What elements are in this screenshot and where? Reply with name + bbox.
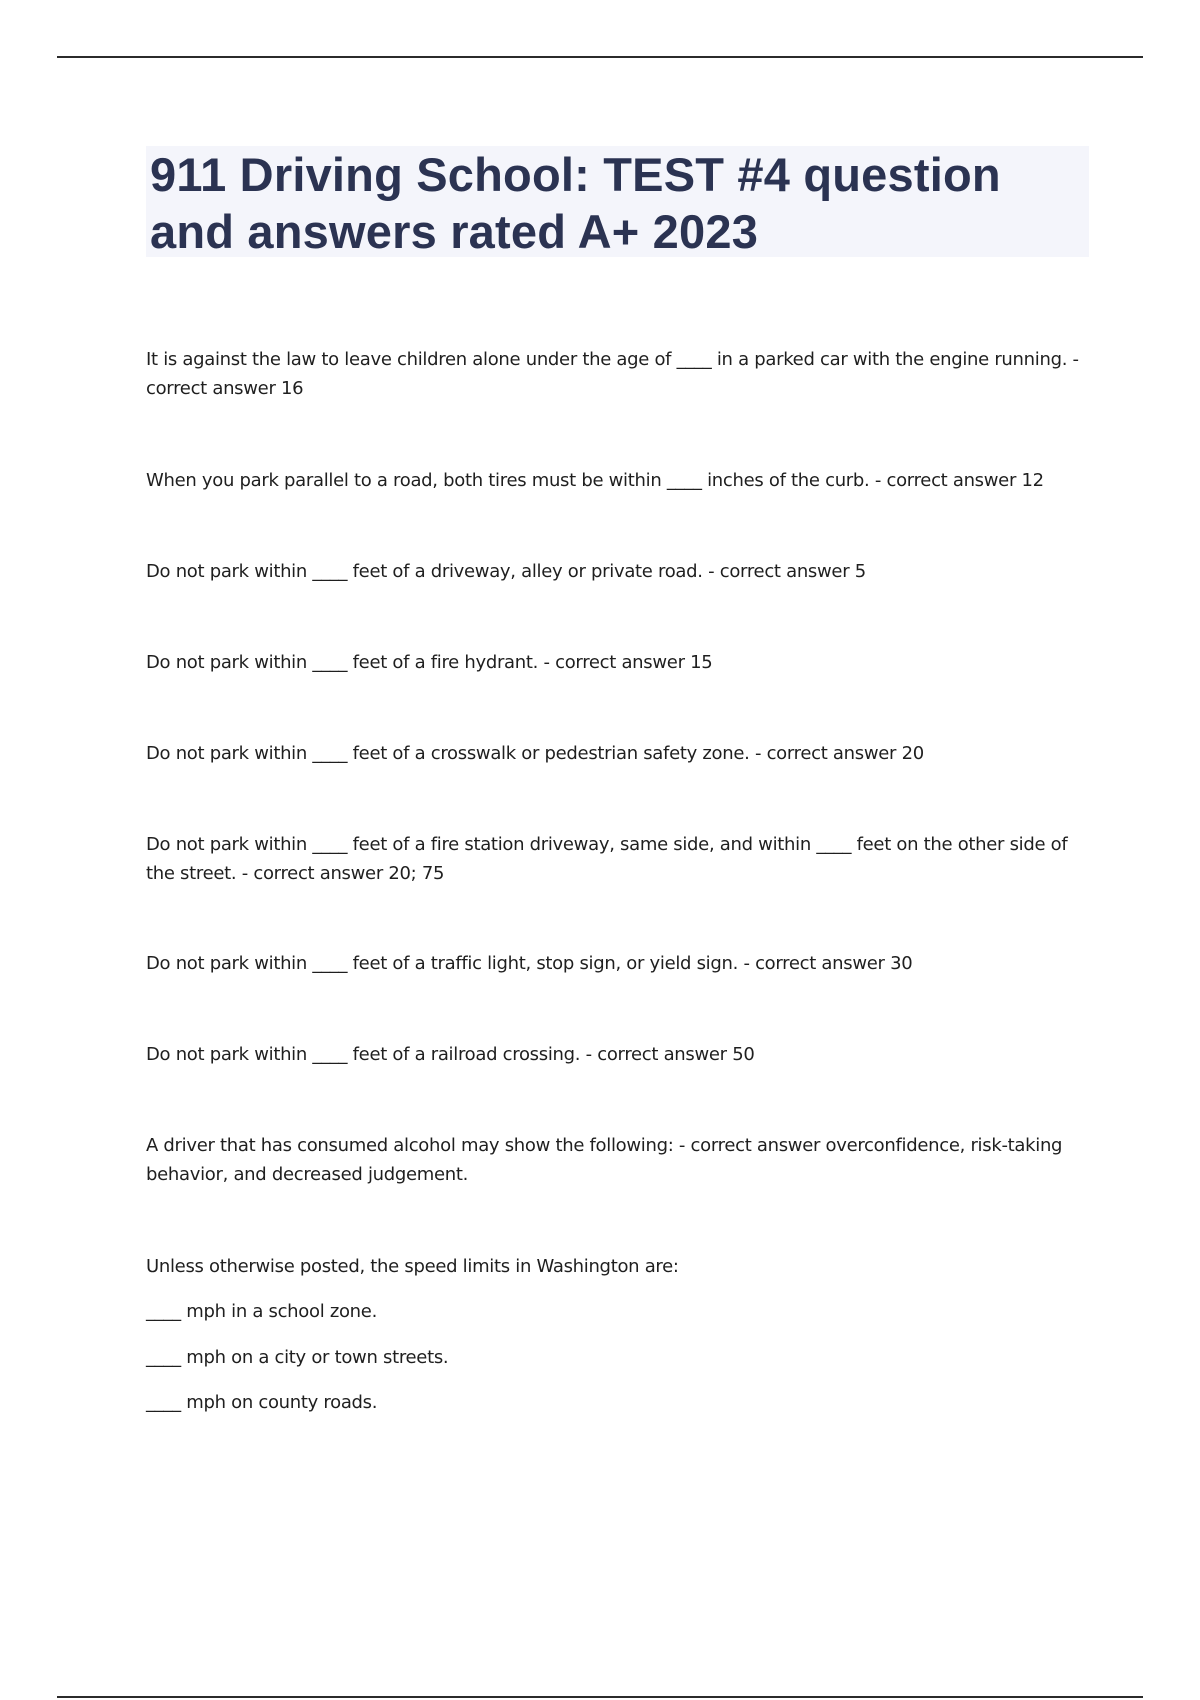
- qa-item: Do not park within ____ feet of a fire hydrant. - correct answer 15: [146, 652, 713, 673]
- speed-question-intro: Unless otherwise posted, the speed limits in Washington are:: [146, 1256, 679, 1277]
- qa-item: Do not park within ____ feet of a driveway, alley or private road. - correct answer 5: [146, 561, 866, 582]
- qa-item: Do not park within ____ feet of a crosswalk or pedestrian safety zone. - correct answer 20: [146, 743, 924, 764]
- top-divider: [57, 56, 1143, 58]
- qa-item: Do not park within ____ feet of a traffic light, stop sign, or yield sign. - correct answer 30: [146, 953, 913, 974]
- qa-item: When you park parallel to a road, both tires must be within ____ inches of the curb. - correct answer 12: [146, 470, 1044, 491]
- bottom-divider: [57, 1696, 1143, 1698]
- qa-item: It is against the law to leave children alone under the age of ____ in a parked car with the engine running. - correct answer 16: [146, 349, 1079, 399]
- document-title: 911 Driving School: TEST #4 question and answers rated A+ 2023: [150, 148, 1001, 258]
- title-block: [146, 146, 1089, 257]
- speed-question-line: ____ mph on a city or town streets.: [146, 1347, 449, 1368]
- qa-item: A driver that has consumed alcohol may show the following: - correct answer overconfidence, risk-taking behavior, and decreased judgement.: [146, 1135, 1063, 1185]
- speed-question-line: ____ mph on county roads.: [146, 1392, 378, 1413]
- qa-item: Do not park within ____ feet of a railroad crossing. - correct answer 50: [146, 1044, 755, 1065]
- qa-item: Do not park within ____ feet of a fire station driveway, same side, and within ____ feet on the other side of the street. - correct answer 20; 75: [146, 834, 1068, 884]
- speed-question-line: ____ mph in a school zone.: [146, 1301, 377, 1322]
